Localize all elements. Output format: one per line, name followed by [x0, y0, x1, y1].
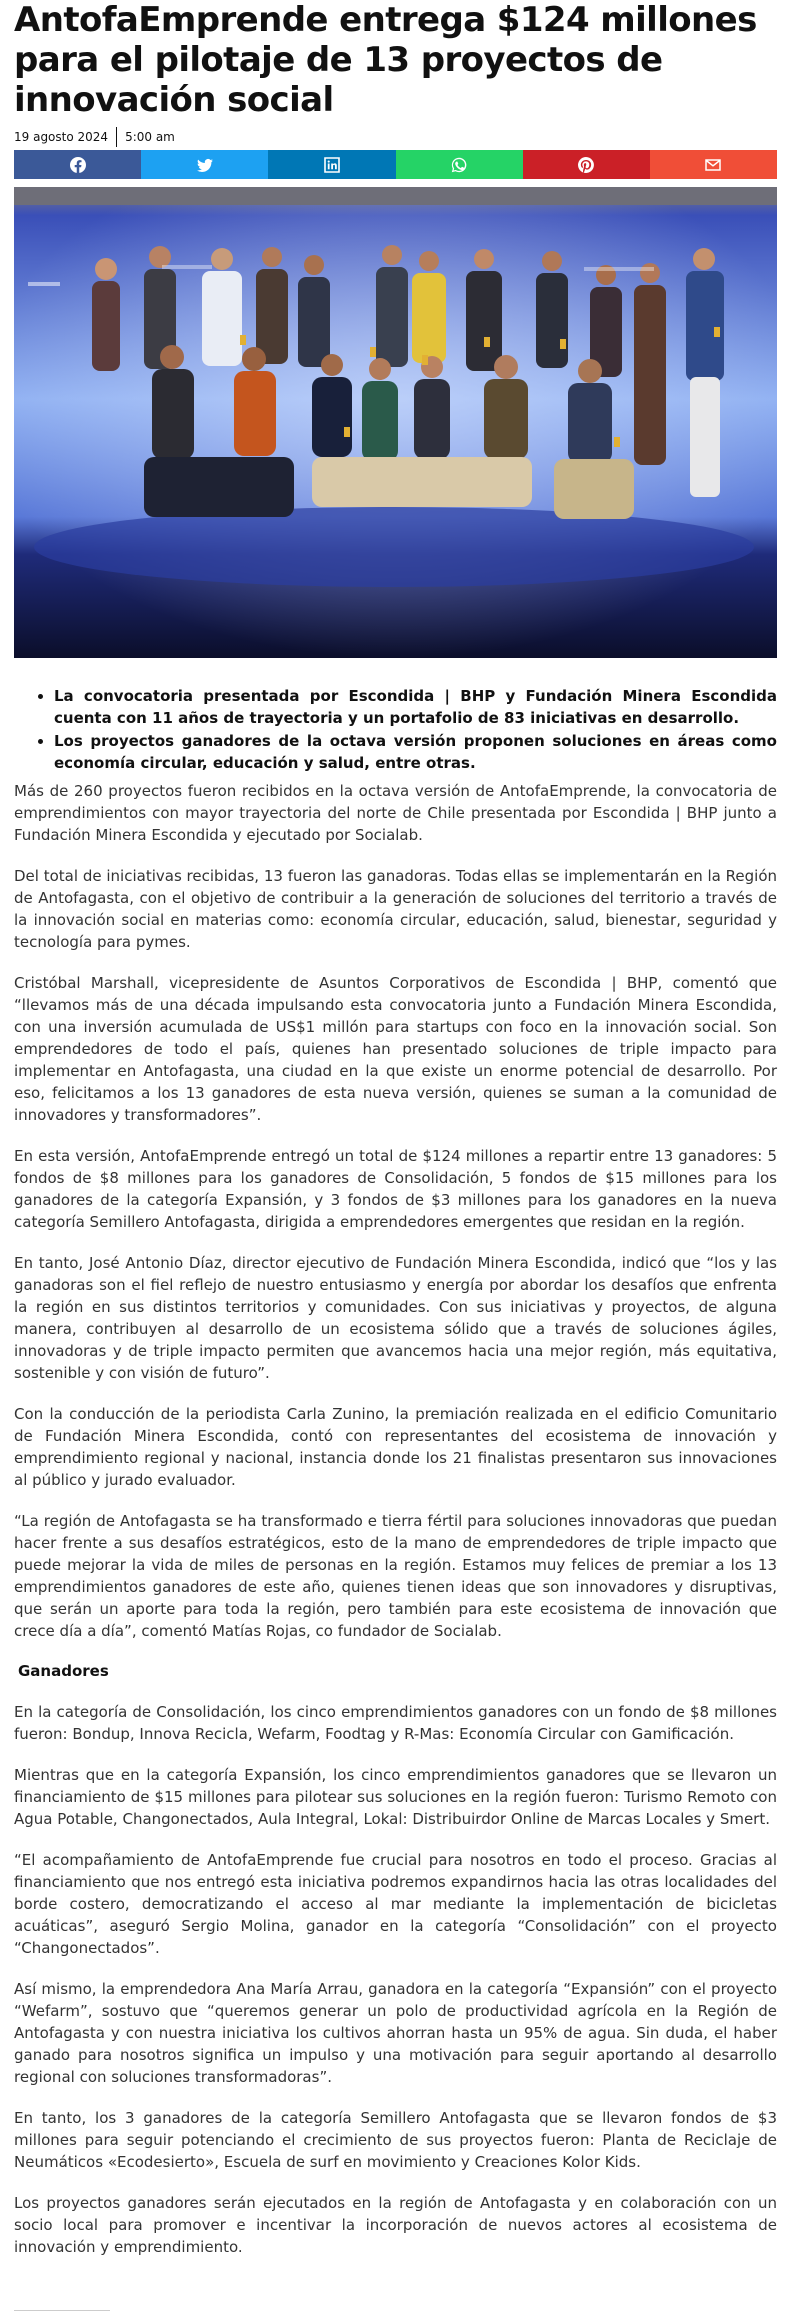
paragraph: En esta versión, AntofaEmprende entregó un total de $124 millones a repartir entre 13 ganadores: 5 fondos de $8 millones para los ganadores de Consolidación, 5 fondos de $15 millones para los ganadores de la categoría Expansión, y 3 fondos de $3 millones para los ganadores en la nueva categoría Semillero Antofagasta, dirigida a emprendedores emergentes que residan en la región. — [14, 1147, 777, 1231]
pinterest-icon — [578, 157, 594, 173]
paragraph: En tanto, José Antonio Díaz, director ejecutivo de Fundación Minera Escondida, indicó que “los y las ganadoras son el fiel reflejo de nuestro entusiasmo y energía por abordar los desafíos que enfrenta la región en sus distintos territorios y comunidades. Con sus iniciativas y proyectos, de alguna manera, contribuyen al desarrollo de un ecosistema sólido que a través de soluciones ágiles, innovadoras y de triple impacto permiten que avancemos hacia una mejor región, más equitativa, sostenible y con visión de futuro”. — [14, 1254, 777, 1382]
email-icon — [705, 157, 721, 173]
paragraph: “El acompañamiento de AntofaEmprende fue crucial para nosotros en todo el proceso. Gracias al financiamiento que nos entregó esta iniciativa podremos expandirnos hacia las otras localidades del borde costero, democratizando el acceso al mar mediante la implementación de bicicletas acuáticas”, aseguró Sergio Molina, ganador en la categoría “Consolidación” con el proyecto “Changonectados”. — [14, 1851, 777, 1957]
share-whatsapp-button[interactable] — [396, 150, 523, 179]
article-body — [14, 780, 777, 2277]
section-heading: Ganadores — [18, 1662, 109, 1680]
share-linkedin-button[interactable] — [268, 150, 395, 179]
paragraph: Cristóbal Marshall, vicepresidente de Asuntos Corporativos de Escondida | BHP, comentó que “llevamos más de una década impulsando esta convocatoria junto a Fundación Minera Escondida, con una inversión acumulada de US$1 millón para startups con foco en la innovación social. Son emprendedores de todo el país, quienes han presentado soluciones de triple impacto para implementar en Antofagasta, una ciudad en la que existe un enorme potencial de desarrollo. Por eso, felicitamos a los 13 ganadores de esta nueva versión, quienes se suman a la comunidad de innovadores y transformadores”. — [14, 974, 777, 1124]
paragraph: En tanto, los 3 ganadores de la categoría Semillero Antofagasta que se llevaron fondos de $3 millones para seguir potenciando el crecimiento de sus proyectos fueron: Planta de Reciclaje de Neumáticos «Ecodesierto», Escuela de surf en movimiento y Creaciones Kolor Kids. — [14, 2109, 777, 2171]
facebook-icon — [70, 157, 86, 173]
paragraph: Del total de iniciativas recibidas, 13 fueron las ganadoras. Todas ellas se implementarán en la Región de Antofagasta, con el objetivo de contribuir a la generación de soluciones del territorio a través de la innovación social en materias como: economía circular, educación, salud, bienestar, seguridad y tecnología para pymes. — [14, 867, 777, 951]
article-title: AntofaEmprende entrega $124 millones para el pilotaje de 13 proyectos de innovación social — [14, 0, 757, 120]
paragraph: Con la conducción de la periodista Carla Zunino, la premiación realizada en el edificio Comunitario de Fundación Minera Escondida, contó con representantes del ecosistema de innovación y emprendimiento regional y nacional, instancia donde los 21 finalistas presentaron sus innovaciones al público y jurado evaluador. — [14, 1405, 777, 1489]
whatsapp-icon — [451, 157, 467, 173]
twitter-icon — [197, 157, 213, 173]
paragraph: Los proyectos ganadores serán ejecutados en la región de Antofagasta y en colaboración con un socio local para promover e incentivar la incorporación de nuevos actores al ecosistema de innovación y emprendimiento. — [14, 2194, 777, 2256]
highlights-list — [14, 685, 777, 775]
publish-time: 5:00 am — [125, 130, 175, 144]
linkedin-icon — [324, 157, 340, 173]
paragraph: En la categoría de Consolidación, los cinco emprendimientos ganadores con un fondo de $8 millones fueron: Bondup, Innova Recicla, Wefarm, Foodtag y R-Mas: Economía Circular con Gamificación. — [14, 1703, 777, 1743]
paragraph: “La región de Antofagasta se ha transformado e tierra fértil para soluciones innovadoras que puedan hacer frente a sus desafíos estratégicos, esto de la mano de emprendedores de triple impacto que puede mejorar la vida de miles de personas en la región. Estamos muy felices de premiar a los 13 emprendimientos ganadores de este año, quienes tienen ideas que son innovadores y disruptivas, que serán un aporte para toda la región, pero también para este ecosistema de innovación que crece día a día”, comentó Matías Rojas, co fundador de Socialab. — [14, 1512, 777, 1640]
divider — [14, 2310, 110, 2311]
share-twitter-button[interactable] — [141, 150, 268, 179]
article-meta — [14, 128, 175, 146]
paragraph: Mientras que en la categoría Expansión, los cinco emprendimientos ganadores que se llevaron un financiamiento de $15 millones para pilotear sus soluciones en la región fueron: Turismo Remoto con Agua Potable, Changonectados, Aula Integral, Lokal: Distribuirdor Online de Marcas Locales y Smert. — [14, 1766, 777, 1828]
share-facebook-button[interactable] — [14, 150, 141, 179]
publish-date: 19 agosto 2024 — [14, 130, 109, 144]
paragraph: Así mismo, la emprendedora Ana María Arrau, ganadora en la categoría “Expansión” con el proyecto “Wefarm”, sostuvo que “queremos generar un polo de productividad agrícola en la Región de Antofagasta y con nuestra iniciativa los cultivos ahorran hasta un 95% de agua. Sin duda, el haber ganado para nosotros significa un impulso y una motivación para seguir aportando al desarrollo regional con soluciones transformadoras”. — [14, 1980, 777, 2086]
group-photo-image — [14, 187, 777, 658]
article-photo — [14, 187, 777, 658]
highlight-item: • Los proyectos ganadores de la octava versión proponen soluciones en áreas como economía circular, educación y salud, entre otras. — [54, 730, 777, 774]
highlight-item: • La convocatoria presentada por Escondida | BHP y Fundación Minera Escondida cuenta con 11 años de trayectoria y un portafolio de 83 iniciativas en desarrollo. — [54, 685, 777, 729]
share-pinterest-button[interactable] — [523, 150, 650, 179]
share-email-button[interactable] — [650, 150, 777, 179]
paragraph: Más de 260 proyectos fueron recibidos en la octava versión de AntofaEmprende, la convocatoria de emprendimientos con mayor trayectoria del norte de Chile presentada por Escondida | BHP junto a Fundación Minera Escondida y ejecutado por Socialab. — [14, 782, 777, 844]
share-bar — [14, 150, 777, 179]
meta-divider — [116, 127, 117, 147]
